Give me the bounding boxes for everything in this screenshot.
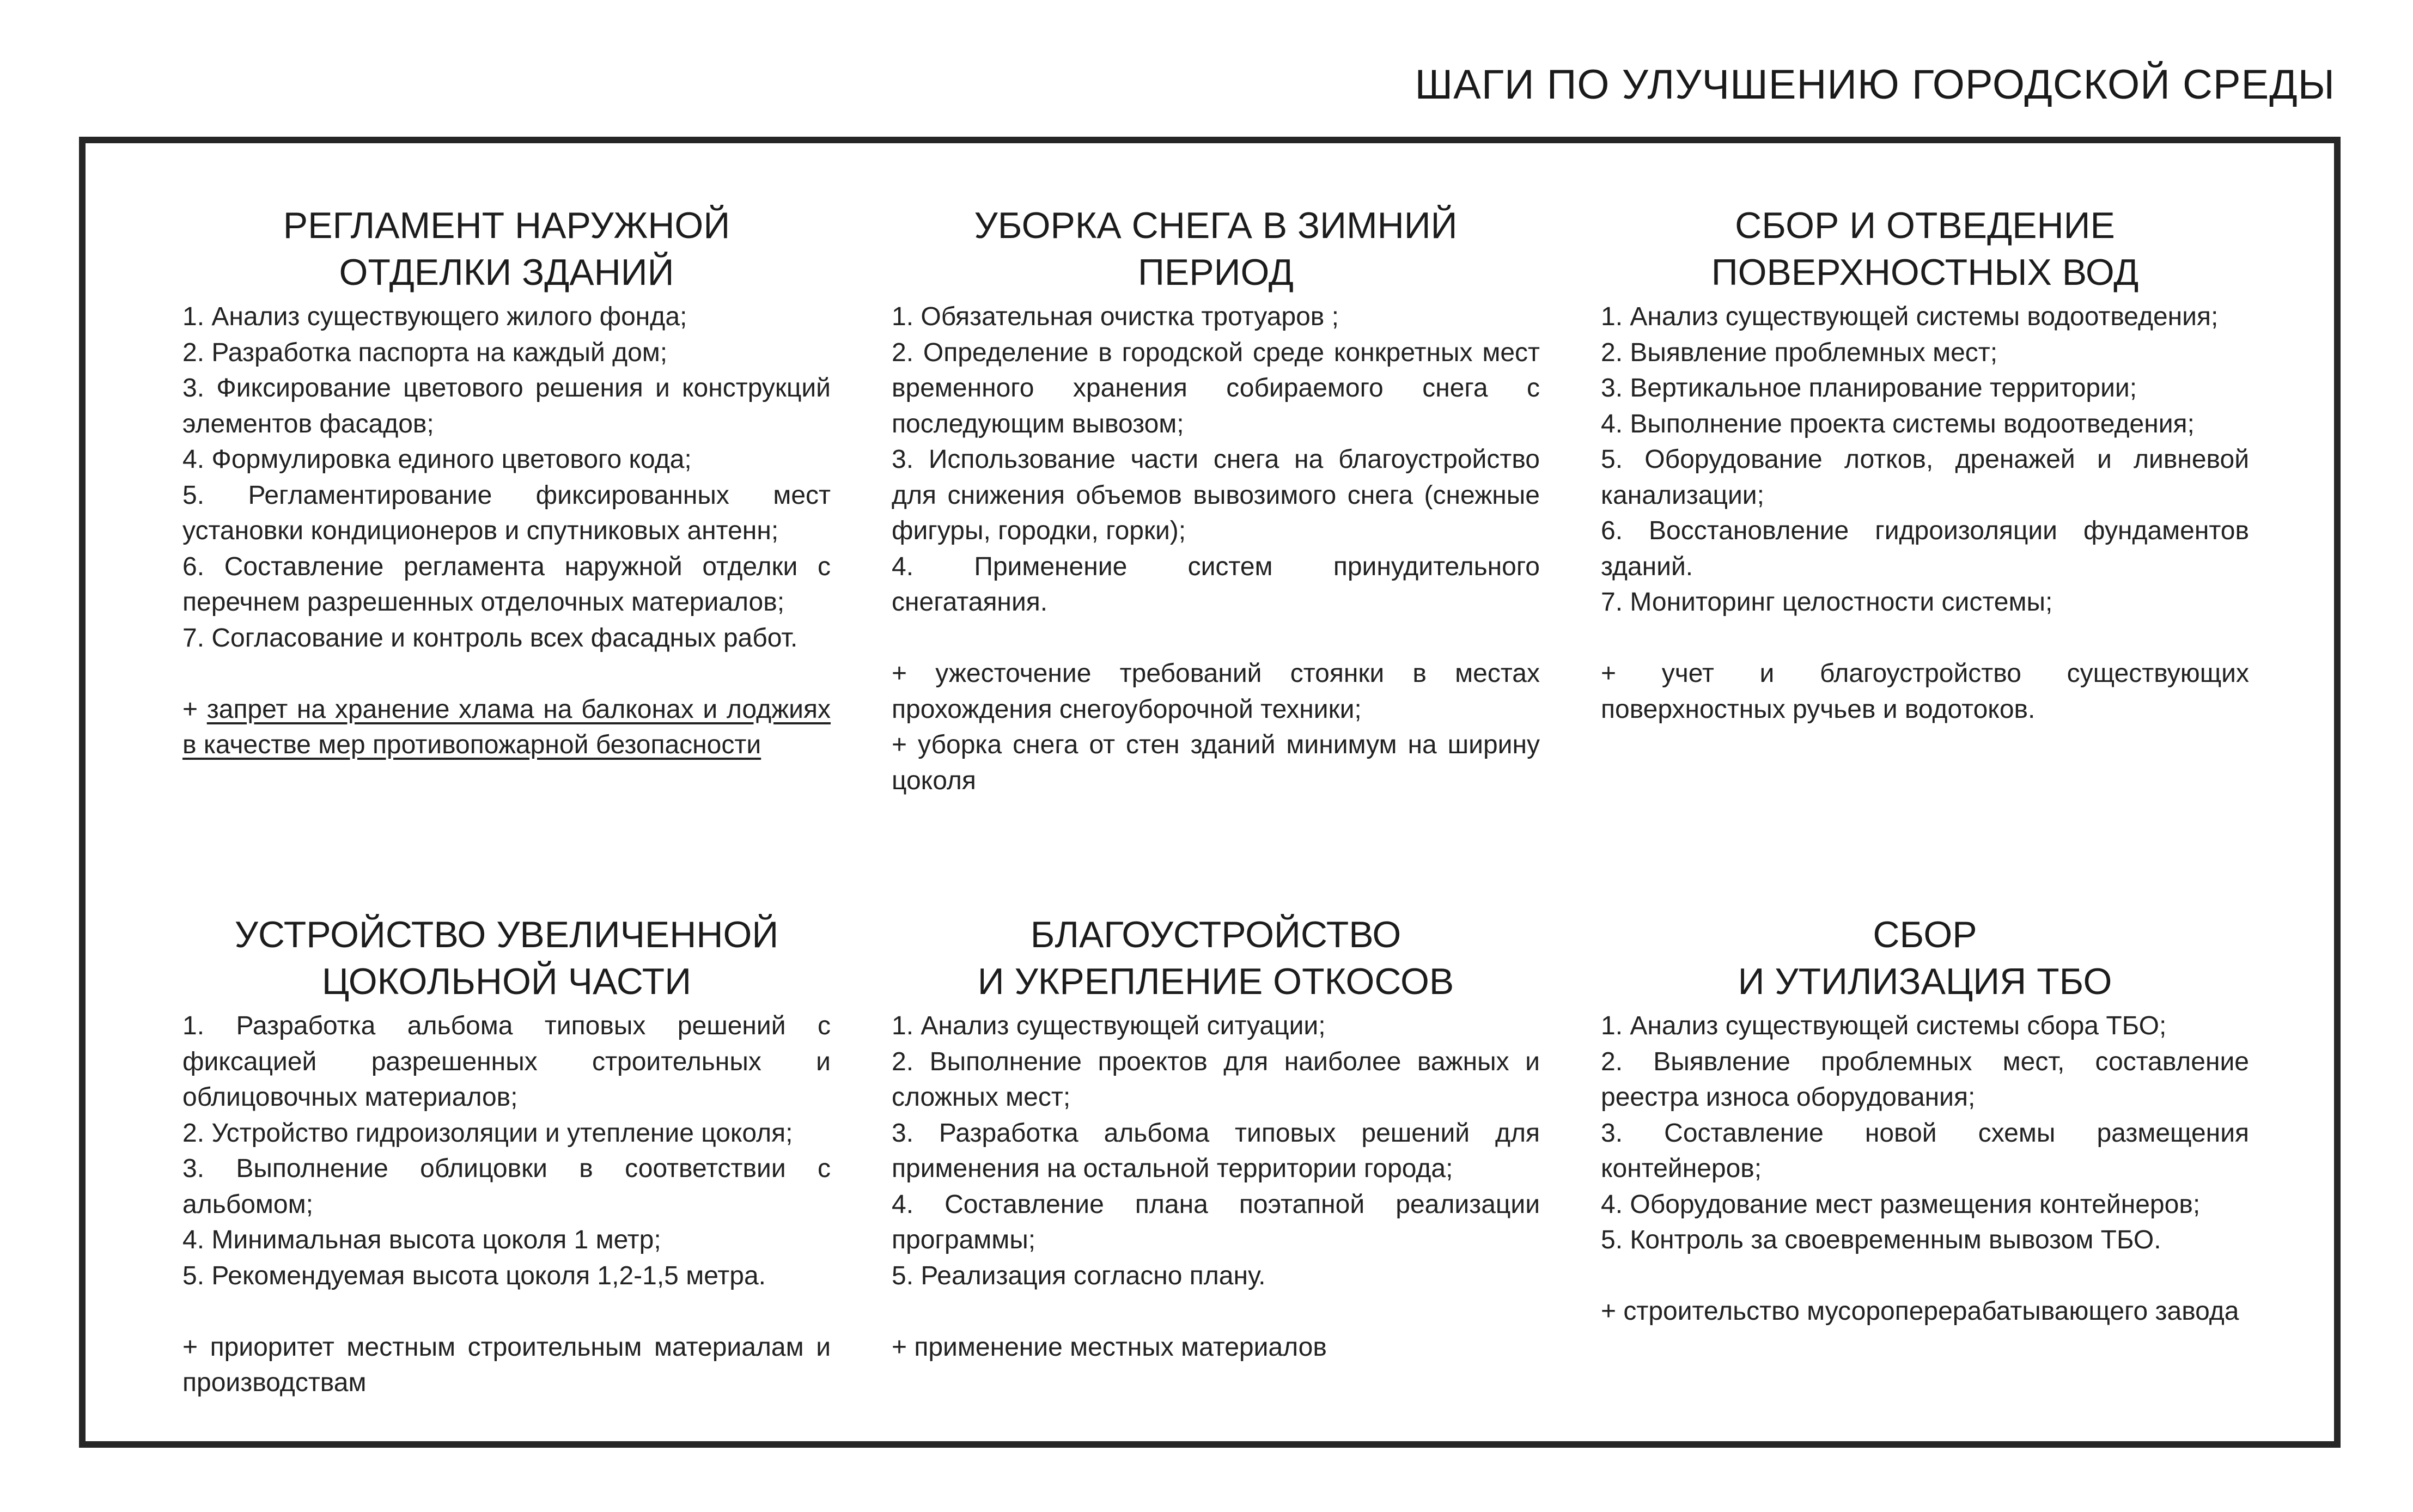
section-heading-line: ПОВЕРХНОСТНЫХ ВОД — [1711, 252, 2139, 293]
step-item: 2. Выявление проблемных мест, составление реестра износа оборудования; — [1601, 1047, 2249, 1112]
additional-notes — [1601, 1294, 2249, 1330]
step-item: 2. Выполнение проектов для наиболее важных и сложных мест; — [892, 1047, 1540, 1112]
section-snow-removal — [892, 202, 1540, 798]
steps-list — [1601, 1008, 2249, 1258]
step-item: 1. Анализ существующего жилого фонда; — [182, 302, 687, 331]
section-heading — [892, 911, 1540, 1005]
step-item: 4. Формулировка единого цветового кода; — [182, 445, 692, 474]
section-heading-line: СБОР — [1873, 914, 1977, 955]
step-item: 7. Мониторинг целостности системы; — [1601, 588, 2053, 617]
steps-list — [1601, 299, 2249, 620]
step-item: 1. Обязательная очистка тротуаров ; — [892, 302, 1339, 331]
note-line: + учет и благоустройство существующих поверхностных ручьев и водотоков. — [1601, 659, 2249, 724]
step-item: 2. Устройство гидроизоляции и утепление цоколя; — [182, 1118, 793, 1148]
additional-notes — [182, 1330, 831, 1401]
note-line: + строительство мусороперерабатывающего завода — [1601, 1297, 2239, 1326]
step-item: 5. Регламентирование фиксированных мест установки кондиционеров и спутниковых антенн; — [182, 480, 831, 545]
section-heading — [1601, 911, 2249, 1005]
step-item: 2. Разработка паспорта на каждый дом; — [182, 338, 668, 367]
underlined-note-text: запрет на хранение хлама на балконах и лоджиях в качестве мер противопожарной безопасности — [182, 694, 831, 759]
section-waste — [1601, 911, 2249, 1330]
section-heading-line: УСТРОЙСТВО УВЕЛИЧЕННОЙ — [234, 914, 779, 955]
section-facade-regulations — [182, 202, 831, 763]
steps-list — [182, 1008, 831, 1294]
step-item: 3. Использование части снега на благоустройство для снижения объемов вывозимого снега (снежные фигуры, городки, горки); — [892, 445, 1540, 545]
section-heading-line: РЕГЛАМЕНТ НАРУЖНОЙ — [283, 205, 730, 246]
section-heading-line: УБОРКА СНЕГА В ЗИМНИЙ — [974, 205, 1458, 246]
step-item: 4. Оборудование мест размещения контейнеров; — [1601, 1190, 2201, 1219]
section-heading-line: ОТДЕЛКИ ЗДАНИЙ — [339, 252, 674, 293]
additional-note — [182, 692, 831, 763]
step-item: 5. Рекомендуемая высота цоколя 1,2-1,5 метра. — [182, 1261, 766, 1290]
section-heading-line: ЦОКОЛЬНОЙ ЧАСТИ — [321, 961, 692, 1002]
step-item: 6. Составление регламента наружной отделки с перечнем разрешенных отделочных материалов; — [182, 552, 831, 617]
step-item: 3. Вертикальное планирование территории; — [1601, 374, 2137, 403]
note-line: + приоритет местным строительным материалам и производствам — [182, 1332, 831, 1397]
steps-list — [892, 1008, 1540, 1294]
additional-notes — [1601, 656, 2249, 727]
step-item: 3. Разработка альбома типовых решений для применения на остальной территории города; — [892, 1118, 1540, 1183]
step-item: 3. Выполнение облицовки в соответствии с альбомом; — [182, 1154, 831, 1219]
step-item: 5. Реализация согласно плану. — [892, 1261, 1266, 1290]
section-heading-line: И УКРЕПЛЕНИЕ ОТКОСОВ — [977, 961, 1454, 1002]
section-heading — [1601, 202, 2249, 296]
step-item: 4. Минимальная высота цоколя 1 метр; — [182, 1226, 661, 1254]
section-heading-line: И УТИЛИЗАЦИЯ ТБО — [1738, 961, 2112, 1002]
section-heading-line: ПЕРИОД — [1138, 252, 1294, 293]
step-item: 1. Разработка альбома типовых решений с фиксацией разрешенных строительных и облицовочных материалов; — [182, 1011, 831, 1112]
content-frame — [79, 137, 2341, 1448]
note-line: + ужесточение требований стоянки в местах прохождения снегоуборочной техники; — [892, 659, 1540, 724]
step-item: 1. Анализ существующей ситуации; — [892, 1011, 1326, 1040]
additional-notes — [892, 1330, 1540, 1365]
section-heading — [182, 202, 831, 296]
additional-notes — [892, 656, 1540, 798]
section-slopes — [892, 911, 1540, 1365]
step-item: 2. Выявление проблемных мест; — [1601, 338, 1998, 367]
step-item: 5. Контроль за своевременным вывозом ТБО. — [1601, 1226, 2161, 1254]
section-surface-water — [1601, 202, 2249, 727]
step-item: 4. Применение систем принудительного снегатаяния. — [892, 552, 1540, 617]
step-item: 3. Составление новой схемы размещения контейнеров; — [1601, 1118, 2249, 1183]
steps-list — [892, 299, 1540, 620]
page-title: ШАГИ ПО УЛУЧШЕНИЮ ГОРОДСКОЙ СРЕДЫ — [1415, 62, 2335, 108]
section-heading-line: СБОР И ОТВЕДЕНИЕ — [1735, 205, 2115, 246]
note-line: + уборка снега от стен зданий минимум на ширину цоколя — [892, 730, 1540, 795]
step-item: 2. Определение в городской среде конкретных мест временного хранения собираемого снега с последующим вывозом; — [892, 338, 1540, 438]
section-heading — [182, 911, 831, 1005]
note-line: + применение местных материалов — [892, 1332, 1327, 1362]
section-heading — [892, 202, 1540, 296]
section-plinth — [182, 911, 831, 1401]
step-item: 7. Согласование и контроль всех фасадных работ. — [182, 623, 798, 653]
note-prefix: + — [182, 694, 207, 724]
steps-list — [182, 299, 831, 656]
section-heading-line: БЛАГОУСТРОЙСТВО — [1030, 914, 1402, 955]
step-item: 1. Анализ существующей системы сбора ТБО; — [1601, 1011, 2167, 1040]
step-item: 4. Выполнение проекта системы водоотведения; — [1601, 409, 2195, 438]
step-item: 5. Оборудование лотков, дренажей и ливневой канализации; — [1601, 445, 2249, 510]
step-item: 6. Восстановление гидроизоляции фундаментов зданий. — [1601, 516, 2249, 581]
step-item: 3. Фиксирование цветового решения и конструкций элементов фасадов; — [182, 374, 831, 438]
step-item: 4. Составление плана поэтапной реализации программы; — [892, 1190, 1540, 1254]
step-item: 1. Анализ существующей системы водоотведения; — [1601, 302, 2219, 331]
